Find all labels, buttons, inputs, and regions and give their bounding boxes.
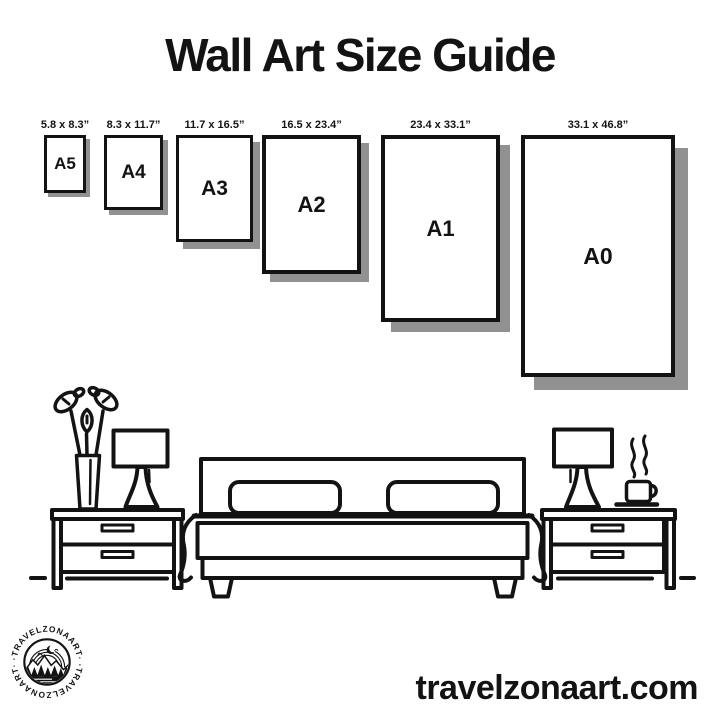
nightstand-icon	[542, 510, 675, 588]
bedroom-illustration	[0, 385, 720, 603]
paper-a0	[521, 135, 675, 377]
size-dimensions-label: 23.4 x 33.1”	[410, 119, 471, 131]
nightstand-icon	[52, 510, 183, 588]
bed-icon	[180, 459, 546, 597]
size-code-label: A0	[583, 242, 613, 269]
size-dimensions-label: 33.1 x 46.8”	[567, 119, 629, 131]
size-dimensions-label: 16.5 x 23.4”	[281, 119, 342, 131]
size-dimensions-label: 11.7 x 16.5”	[184, 119, 245, 131]
size-frame-a5	[40, 119, 90, 193]
size-code-label: A2	[297, 191, 326, 217]
page-title: Wall Art Size Guide	[165, 29, 555, 81]
size-frame-a1	[381, 119, 500, 322]
coffee-cup-icon	[617, 436, 658, 505]
logo-landscape-art	[23, 645, 72, 686]
paper-a5	[44, 135, 86, 193]
size-code-label: A5	[54, 154, 76, 173]
size-dimensions-label: 8.3 x 11.7”	[106, 119, 161, 131]
size-dimensions-label: 5.8 x 8.3”	[40, 119, 90, 131]
brand-logo	[5, 620, 89, 704]
table-lamp-icon	[114, 431, 168, 508]
pillow-icon	[388, 482, 498, 513]
paper-a1	[381, 135, 500, 322]
size-code-label: A3	[201, 176, 228, 200]
size-code-label: A4	[121, 161, 146, 183]
size-frame-a0	[521, 119, 675, 377]
size-frame-a4	[104, 119, 163, 210]
table-lamp-icon	[554, 430, 612, 508]
website-url: travelzonaart.com	[415, 669, 698, 707]
paper-a4	[104, 135, 163, 210]
size-frame-a3	[176, 119, 253, 242]
paper-a3	[176, 135, 253, 242]
paper-a2	[262, 135, 361, 274]
potted-plant-icon	[52, 386, 121, 509]
brand-arc-text-bottom: ·TRAVELZONAART·	[8, 663, 86, 701]
brand-arc-text-top: ·TRAVELZONAART·	[8, 623, 86, 661]
pillow-icon	[230, 482, 340, 513]
size-frame-a2	[262, 119, 361, 274]
size-code-label: A1	[426, 215, 455, 241]
